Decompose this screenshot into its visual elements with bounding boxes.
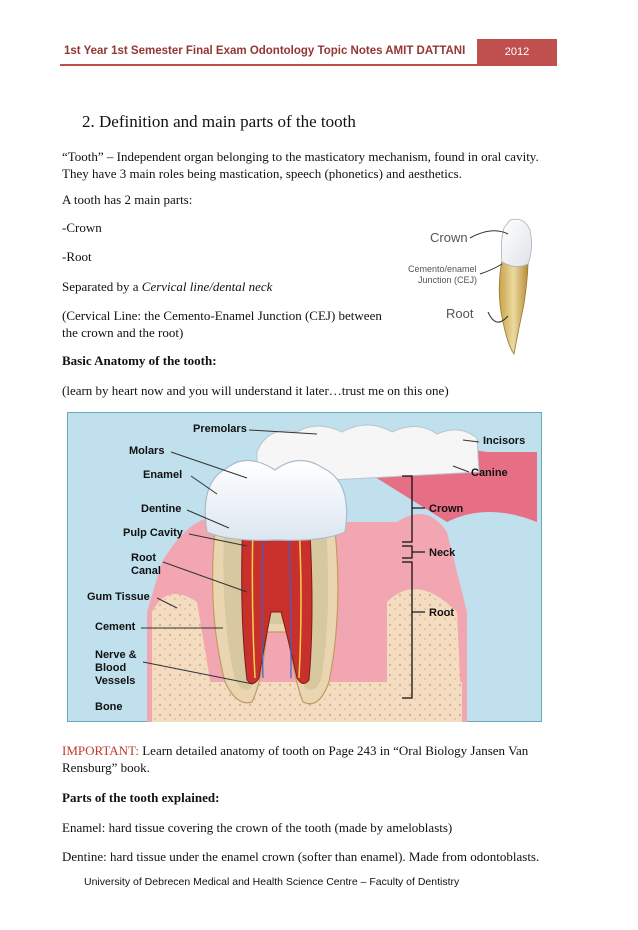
cervical-note-line-1: (Cervical Line: the Cemento-Enamel Junction (CEJ) between <box>62 308 382 323</box>
label-nerve-3: Vessels <box>95 675 136 687</box>
tooth-anatomy-diagram <box>67 412 542 722</box>
small-tooth-crown <box>501 219 531 266</box>
small-tooth-figure <box>400 212 550 360</box>
cervical-note-line-2: the crown and the root) <box>62 325 184 340</box>
label-neck: Neck <box>429 547 456 559</box>
label-canine: Canine <box>471 467 508 479</box>
label-cement: Cement <box>95 621 136 633</box>
label-molars: Molars <box>129 445 165 457</box>
learn-note: (learn by heart now and you will understand it later…trust me on this one) <box>62 383 449 398</box>
part-crown: -Crown <box>62 220 102 235</box>
label-premolars: Premolars <box>193 423 247 435</box>
enamel-definition: Enamel: hard tissue covering the crown of the tooth (made by ameloblasts) <box>62 820 453 835</box>
parts-explained-heading: Parts of the tooth explained: <box>62 790 220 805</box>
section-title: 2. Definition and main parts of the tooth <box>82 112 356 131</box>
dentine-definition: Dentine: hard tissue under the enamel crown (softer than enamel). Made from odontoblasts. <box>62 849 540 864</box>
part-root: -Root <box>62 249 92 264</box>
small-label-crown: Crown <box>430 230 468 245</box>
label-enamel: Enamel <box>143 469 183 481</box>
header-year-badge: 2012 <box>477 39 557 65</box>
separated-italic: Cervical line/dental neck <box>141 279 273 294</box>
definition-line-1: “Tooth” – Independent organ belonging to the masticatory mechanism, found in oral cavity. <box>62 149 539 164</box>
label-dentine: Dentine <box>141 503 182 515</box>
label-nerve-1: Nerve & <box>95 649 137 661</box>
small-tooth-root <box>499 260 528 354</box>
page-header <box>60 36 557 66</box>
small-label-cej-1: Cemento/enamel <box>408 264 477 274</box>
basic-anatomy-heading: Basic Anatomy of the tooth: <box>62 353 217 368</box>
header-title: 1st Year 1st Semester Final Exam Odontology Topic Notes AMIT DATTANI <box>64 45 466 57</box>
label-root: Root <box>429 607 455 619</box>
label-root-canal-1: Root <box>131 552 157 564</box>
label-bone: Bone <box>95 701 123 713</box>
label-nerve-2: Blood <box>95 662 127 674</box>
parts-intro: A tooth has 2 main parts: <box>62 192 193 207</box>
small-pointer-cej <box>480 264 502 274</box>
important-line-1 <box>62 742 528 759</box>
separated-prefix: Separated by a <box>62 279 142 294</box>
definition-line-2: They have 3 main roles being mastication, speech (phonetics) and aesthetics. <box>62 166 462 181</box>
important-label: IMPORTANT: <box>62 743 139 758</box>
page-footer: University of Debrecen Medical and Health Science Centre – Faculty of Dentistry <box>84 876 460 888</box>
important-line-2: Rensburg” book. <box>62 760 150 775</box>
small-label-cej-2: Junction (CEJ) <box>418 275 478 285</box>
label-crown: Crown <box>429 503 464 515</box>
label-pulp-cavity: Pulp Cavity <box>123 527 183 539</box>
label-incisors: Incisors <box>483 435 526 447</box>
label-gum-tissue: Gum Tissue <box>87 591 150 603</box>
enamel-shape <box>205 460 346 540</box>
important-text-1: Learn detailed anatomy of tooth on Page 243 in “Oral Biology Jansen Van <box>138 743 529 758</box>
small-label-root: Root <box>446 306 474 321</box>
label-root-canal-2: Canal <box>131 565 161 577</box>
separated-line <box>62 278 272 295</box>
